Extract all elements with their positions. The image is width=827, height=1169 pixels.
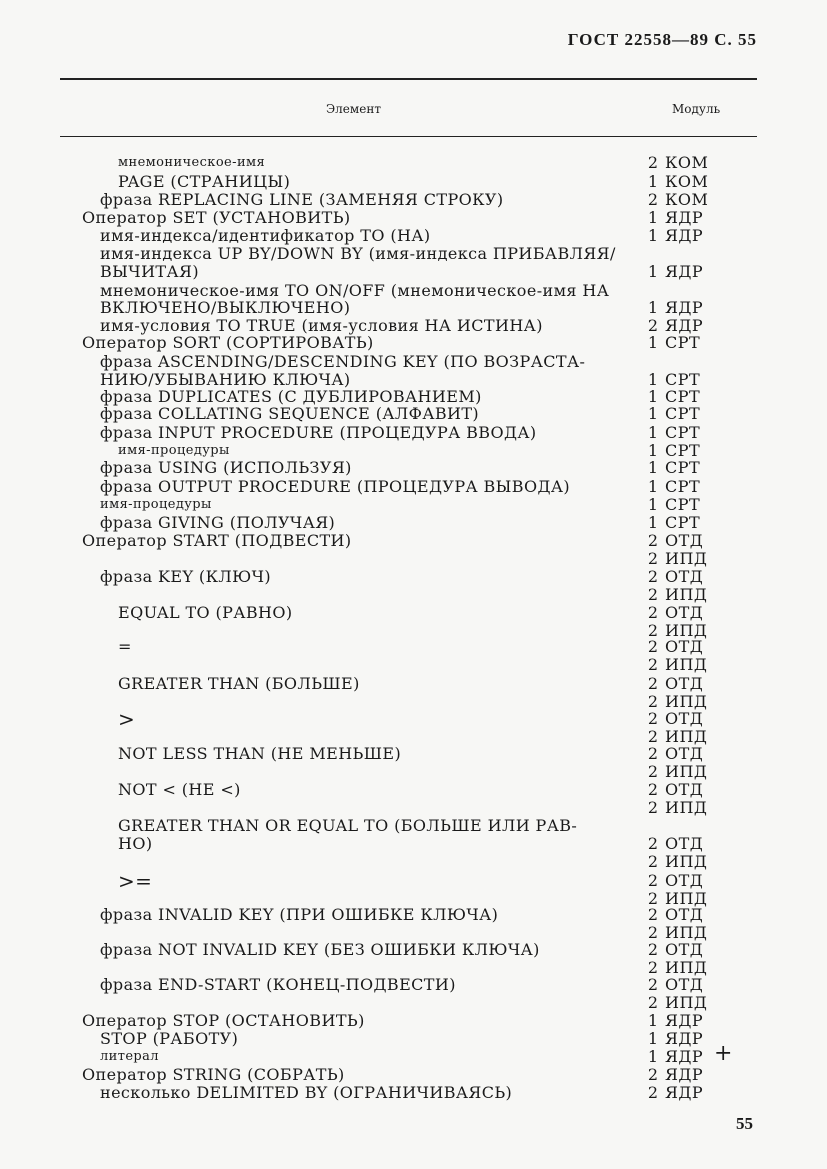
module-level: 1 <box>647 404 659 423</box>
module-code: СРТ <box>665 387 701 406</box>
module-code: ЯДР <box>665 316 704 335</box>
row-element-text: несколько DELIMITED BY (ОГРАНИЧИВАЯСЬ) <box>100 1083 513 1102</box>
row-element-text: GREATER THAN OR EQUAL TO (БОЛЬШЕ ИЛИ РАВ- <box>118 816 578 835</box>
row-element-text: имя-индекса/идентификатор TO (НА) <box>100 226 431 245</box>
row-element-text: NOT < (НЕ <) <box>118 780 241 799</box>
module-code: ЯДР <box>665 1011 704 1030</box>
row-element-text: фраза REPLACING LINE (ЗАМЕНЯЯ СТРОКУ) <box>100 190 504 209</box>
module-level: 2 <box>647 637 659 656</box>
module-level: 2 <box>647 549 659 568</box>
row-element-text: NOT LESS THAN (НЕ МЕНЬШЕ) <box>118 744 402 763</box>
module-level: 1 <box>647 495 659 514</box>
module-code: ЯДР <box>665 1029 704 1048</box>
row-element-text: Оператор STOP (ОСТАНОВИТЬ) <box>82 1011 365 1030</box>
row-element-text: мнемоническое-имя TO ON/OFF (мнемоническое-имя НА <box>100 281 610 300</box>
row-element-text: = <box>118 637 132 656</box>
module-level: 2 <box>647 834 659 853</box>
row-element-text: НИЮ/УБЫВАНИЮ КЛЮЧА) <box>100 370 351 389</box>
module-code: ОТД <box>665 531 704 550</box>
module-level: 2 <box>647 709 659 728</box>
module-level: 2 <box>647 603 659 622</box>
module-code: ЯДР <box>665 1065 704 1084</box>
module-code: ЯДР <box>665 1047 704 1066</box>
module-level: 2 <box>647 674 659 693</box>
module-level: 1 <box>647 333 659 352</box>
module-level: 1 <box>647 458 659 477</box>
module-code: ИПД <box>665 958 708 977</box>
module-code: ЯДР <box>665 208 704 227</box>
module-level: 1 <box>647 1047 659 1066</box>
row-element-text: EQUAL TO (РАВНО) <box>118 603 293 622</box>
module-code: СРТ <box>665 458 701 477</box>
module-level: 2 <box>647 975 659 994</box>
row-element-text: Оператор SORT (СОРТИРОВАТЬ) <box>82 333 374 352</box>
module-level: 1 <box>647 172 659 191</box>
column-header-module: Модуль <box>672 102 721 116</box>
module-code: ОТД <box>665 709 704 728</box>
module-code: ОТД <box>665 744 704 763</box>
row-element-text: мнемоническое-имя <box>118 155 266 170</box>
module-code: ЯДР <box>665 262 704 281</box>
module-level: 2 <box>647 1083 659 1102</box>
module-code: ИПД <box>665 621 708 640</box>
module-code: ЯДР <box>665 226 704 245</box>
column-header-element: Элемент <box>326 102 381 116</box>
module-level: 2 <box>647 585 659 604</box>
module-level: 2 <box>647 798 659 817</box>
module-level: 2 <box>647 871 659 890</box>
module-code: ИПД <box>665 762 708 781</box>
module-level: 2 <box>647 153 659 172</box>
module-level: 1 <box>647 387 659 406</box>
row-element-text: имя-процедуры <box>100 497 212 512</box>
module-level: 2 <box>647 993 659 1012</box>
row-element-text: ВЫЧИТАЯ) <box>100 262 199 281</box>
module-level: 1 <box>647 441 659 460</box>
module-level: 1 <box>647 513 659 532</box>
running-title: ГОСТ 22558—89 С. 55 <box>567 30 757 49</box>
module-code: ОТД <box>665 637 704 656</box>
row-element-text: > <box>118 707 136 731</box>
module-code: ЯДР <box>665 298 704 317</box>
module-level: 2 <box>647 567 659 586</box>
row-element-text: фраза DUPLICATES (С ДУБЛИРОВАНИЕМ) <box>100 387 482 406</box>
module-level: 1 <box>647 208 659 227</box>
module-level: 2 <box>647 744 659 763</box>
module-code: СРТ <box>665 513 701 532</box>
plus-mark: + <box>714 1041 733 1066</box>
module-code: ОТД <box>665 567 704 586</box>
module-level: 1 <box>647 226 659 245</box>
row-element-text: имя-условия TO TRUE (имя-условия НА ИСТИНА) <box>100 316 543 335</box>
module-code: СРТ <box>665 404 701 423</box>
module-code: ИПД <box>665 727 708 746</box>
row-element-text: фраза NOT INVALID KEY (БЕЗ ОШИБКИ КЛЮЧА) <box>100 940 540 959</box>
module-level: 1 <box>647 1011 659 1030</box>
module-code: КОМ <box>665 172 709 191</box>
module-code: ИПД <box>665 692 708 711</box>
module-code: ИПД <box>665 993 708 1012</box>
module-level: 1 <box>647 262 659 281</box>
module-level: 1 <box>647 477 659 496</box>
module-code: ЯДР <box>665 1083 704 1102</box>
row-element-text: фраза KEY (КЛЮЧ) <box>100 567 272 586</box>
module-code: ИПД <box>665 655 708 674</box>
module-code: ОТД <box>665 905 704 924</box>
module-level: 2 <box>647 692 659 711</box>
module-code: ИПД <box>665 889 708 908</box>
row-element-text: Оператор SET (УСТАНОВИТЬ) <box>82 208 351 227</box>
module-level: 2 <box>647 531 659 550</box>
module-level: 2 <box>647 905 659 924</box>
module-level: 2 <box>647 316 659 335</box>
module-code: СРТ <box>665 495 701 514</box>
module-code: СРТ <box>665 370 701 389</box>
module-code: ОТД <box>665 871 704 890</box>
module-level: 2 <box>647 889 659 908</box>
row-element-text: фраза OUTPUT PROCEDURE (ПРОЦЕДУРА ВЫВОДА) <box>100 477 571 496</box>
row-element-text: PAGE (СТРАНИЦЫ) <box>118 172 291 191</box>
module-code: ОТД <box>665 834 704 853</box>
module-level: 1 <box>647 298 659 317</box>
row-element-text: >= <box>118 869 153 893</box>
module-level: 2 <box>647 655 659 674</box>
module-level: 2 <box>647 780 659 799</box>
row-element-text: фраза ASCENDING/DESCENDING KEY (ПО ВОЗРАСТА- <box>100 352 586 371</box>
module-code: ИПД <box>665 585 708 604</box>
module-code: СРТ <box>665 423 701 442</box>
module-code: ИПД <box>665 549 708 568</box>
module-code: КОМ <box>665 190 709 209</box>
module-level: 2 <box>647 727 659 746</box>
row-element-text: имя-процедуры <box>118 443 230 458</box>
row-element-text: фраза GIVING (ПОЛУЧАЯ) <box>100 513 336 532</box>
module-code: ОТД <box>665 603 704 622</box>
module-level: 2 <box>647 621 659 640</box>
module-code: ОТД <box>665 975 704 994</box>
module-code: СРТ <box>665 333 701 352</box>
row-element-text: STOP (РАБОТУ) <box>100 1029 239 1048</box>
row-element-text: Оператор STRING (СОБРАТЬ) <box>82 1065 345 1084</box>
row-element-text: литерал <box>100 1049 159 1064</box>
module-code: СРТ <box>665 477 701 496</box>
row-element-text: НО) <box>118 834 153 853</box>
row-element-text: фраза USING (ИСПОЛЬЗУЯ) <box>100 458 352 477</box>
module-code: ОТД <box>665 780 704 799</box>
module-level: 2 <box>647 923 659 942</box>
page-number: 55 <box>736 1114 753 1133</box>
module-code: ИПД <box>665 798 708 817</box>
module-level: 2 <box>647 852 659 871</box>
row-element-text: фраза INPUT PROCEDURE (ПРОЦЕДУРА ВВОДА) <box>100 423 537 442</box>
module-code: СРТ <box>665 441 701 460</box>
row-element-text: имя-индекса UP BY/DOWN BY (имя-индекса ПРИБАВЛЯЯ/ <box>100 244 616 263</box>
module-level: 2 <box>647 958 659 977</box>
module-code: КОМ <box>665 153 709 172</box>
module-level: 2 <box>647 762 659 781</box>
module-code: ИПД <box>665 923 708 942</box>
module-code: ОТД <box>665 674 704 693</box>
module-code: ОТД <box>665 940 704 959</box>
module-level: 1 <box>647 1029 659 1048</box>
row-element-text: фраза COLLATING SEQUENCE (АЛФАВИТ) <box>100 404 480 423</box>
row-element-text: ВКЛЮЧЕНО/ВЫКЛЮЧЕНО) <box>100 298 351 317</box>
row-element-text: фраза END-START (КОНЕЦ-ПОДВЕСТИ) <box>100 975 456 994</box>
module-level: 2 <box>647 1065 659 1084</box>
row-element-text: Оператор START (ПОДВЕСТИ) <box>82 531 352 550</box>
module-level: 1 <box>647 423 659 442</box>
module-level: 2 <box>647 940 659 959</box>
module-level: 2 <box>647 190 659 209</box>
module-level: 1 <box>647 370 659 389</box>
row-element-text: фраза INVALID KEY (ПРИ ОШИБКЕ КЛЮЧА) <box>100 905 499 924</box>
module-code: ИПД <box>665 852 708 871</box>
row-element-text: GREATER THAN (БОЛЬШЕ) <box>118 674 360 693</box>
